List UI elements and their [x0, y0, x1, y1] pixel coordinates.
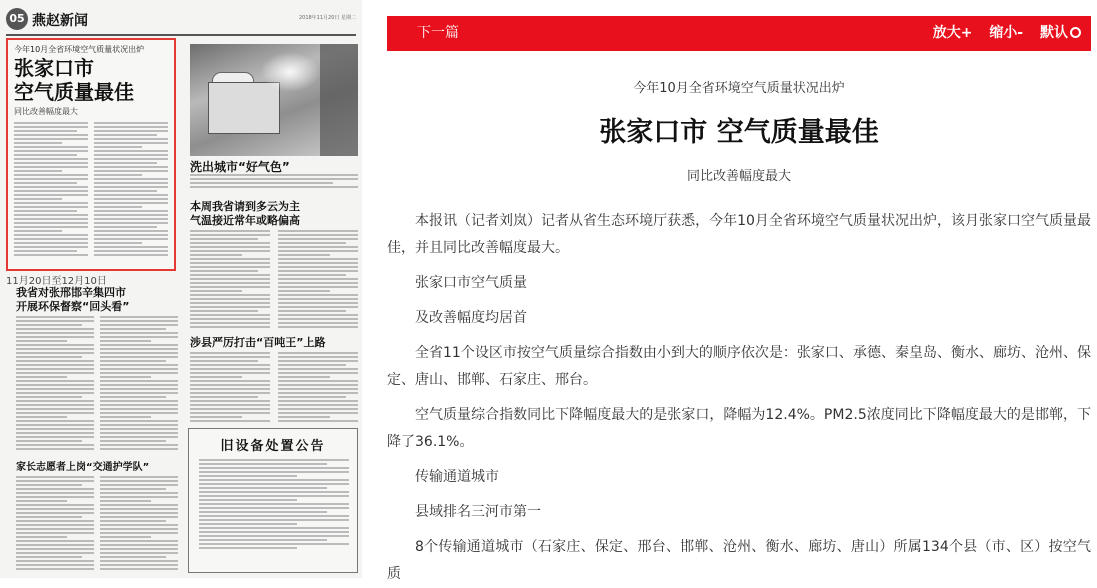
- notice-title: 旧设备处置公告: [220, 439, 326, 454]
- inspection-text-col2: [100, 316, 178, 452]
- page-number-badge: 05: [6, 8, 28, 30]
- section-name: 燕赵新闻: [32, 13, 88, 29]
- headline-inspection-1: 我省对张邢邯辛集四市: [16, 286, 126, 299]
- inspection-text-col1: [16, 316, 94, 452]
- photo-caption-title: 洗出城市“好气色”: [190, 160, 290, 174]
- shexian-text-col1: [190, 352, 270, 424]
- next-article-link[interactable]: 下一篇: [417, 25, 459, 41]
- article-title: 张家口市 空气质量最佳: [599, 117, 879, 148]
- article-paragraph: 及改善幅度均居首: [415, 310, 527, 326]
- default-size-button[interactable]: [1040, 16, 1081, 51]
- equipment-disposal-notice: [188, 428, 358, 573]
- date-band: 11月20日至12月10日: [6, 276, 107, 287]
- zoom-in-button[interactable]: 放大+: [932, 25, 973, 41]
- article-subtitle: 同比改善幅度最大: [686, 169, 791, 184]
- article-kicker: 今年10月全省环境空气质量状况出炉: [633, 81, 845, 96]
- headline-inspection-2: 开展环保督察“回头看”: [16, 300, 130, 313]
- article-paragraph: 空气质量综合指数同比下降幅度最大的是张家口，降幅为12.4%。PM2.5浓度同比下降幅度最大的是邯郸，下降了36.1%。: [387, 407, 1091, 450]
- shexian-text-col2: [278, 352, 358, 424]
- headline-volunteer: 家长志愿者上岗“交通护学队”: [16, 462, 150, 473]
- article-paragraph: 传输通道城市: [415, 469, 499, 485]
- weather-text-col1: [190, 230, 270, 330]
- newspaper-masthead: [6, 8, 356, 36]
- article-paragraph: 张家口市空气质量: [415, 275, 527, 291]
- article-text-column-1: [14, 122, 88, 258]
- article-title-line1: 张家口市: [14, 56, 94, 80]
- headline-weather-2: 气温接近常年或略偏高: [190, 214, 300, 227]
- article-paragraph: 全省11个设区市按空气质量综合指数由小到大的顺序依次是：张家口、承德、秦皇岛、衡水、廊坊、沧州、保定、唐山、邯郸、石家庄、邢台。: [387, 345, 1091, 388]
- zoom-out-button[interactable]: 缩小-: [989, 25, 1024, 41]
- headline-shexian: 涉县严厉打击“百吨王”上路: [190, 336, 326, 349]
- article-text-column-2: [94, 122, 168, 258]
- article-paragraph: 本报讯（记者刘岚）记者从省生态环境厅获悉，今年10月全省环境空气质量状况出炉，该月张家口空气质量最佳，并且同比改善幅度最大。: [387, 213, 1091, 256]
- default-size-label: 默认: [1040, 25, 1068, 41]
- photo-caption-text: [190, 174, 358, 190]
- article-paragraph: 县域排名三河市第一: [415, 504, 541, 520]
- article-title-thumb: [14, 56, 134, 104]
- reset-circle-icon: [1070, 27, 1081, 38]
- font-size-controls: [921, 16, 1081, 51]
- newspaper-page-image[interactable]: [0, 0, 362, 578]
- article-kicker-thumb: 今年10月全省环境空气质量状况出炉: [14, 45, 145, 54]
- volunteer-text-col2: [100, 476, 178, 572]
- headline-weather-1: 本周我省请到多云为主: [190, 200, 300, 213]
- reader-toolbar: [387, 16, 1091, 51]
- masthead-date: 2018年11月20日 星期二: [298, 15, 356, 21]
- selected-article-region[interactable]: [6, 38, 176, 271]
- article-body: [387, 208, 1091, 588]
- article-reader-panel: [387, 0, 1097, 582]
- volunteer-text-col1: [16, 476, 94, 572]
- article-title-line2: 空气质量最佳: [14, 80, 134, 104]
- article-subtitle-thumb: 同比改善幅度最大: [14, 107, 78, 116]
- street-cleaning-photo: [190, 44, 358, 156]
- notice-text: [199, 459, 349, 551]
- article-paragraph: 8个传输通道城市（石家庄、保定、邢台、邯郸、沧州、衡水、廊坊、唐山）所属134个县（市、区）按空气质: [387, 539, 1091, 582]
- weather-text-col2: [278, 230, 358, 330]
